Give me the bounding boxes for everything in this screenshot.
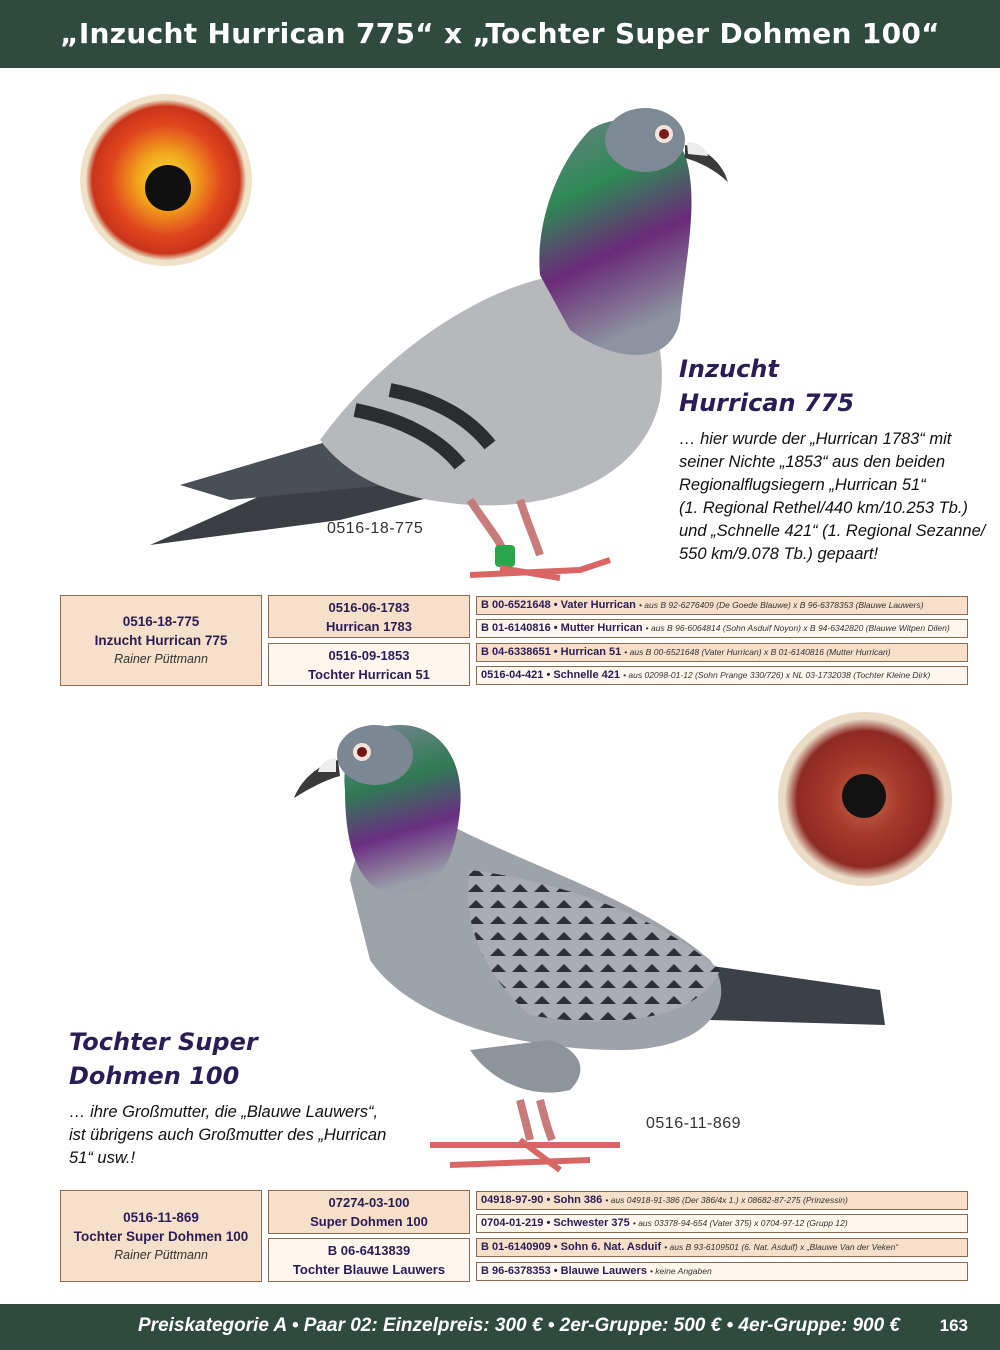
pedigree-1-grandparent-row [476, 596, 968, 615]
pedigree-2-grandparent-row [476, 1191, 968, 1210]
pigeon-1-description-line: seiner Nichte „1853“ aus den beiden [679, 453, 946, 471]
pedigree-1-sire-ring: 0516-06-1783 [328, 599, 410, 615]
pedigree-2-grandparent-title: 04918-97-90 • Sohn 386 [481, 1194, 603, 1206]
pigeon-1-description-line: … hier wurde der „Hurrican 1783“ mit [679, 430, 952, 448]
page-header-title: „Inzucht Hurrican 775“ x „Tochter Super Dohmen 100“ [0, 0, 1000, 68]
pedigree-2-grandparent-title: 0704-01-219 • Schwester 375 [481, 1217, 630, 1229]
pigeon-2-heading [69, 1025, 369, 1093]
pedigree-2-grandparent-title: B 96-6378353 • Blauwe Lauwers [481, 1265, 647, 1277]
pedigree-2-sire-cell [268, 1190, 470, 1234]
pigeon-1-description [679, 428, 989, 566]
pedigree-1-grandparent-title: 0516-04-421 • Schnelle 421 [481, 669, 620, 681]
pedigree-1-grandparent-title: B 00-6521648 • Vater Hurrican [481, 599, 636, 611]
pedigree-1-grandparent-detail: • aus 02098-01-12 (Sohn Prange 330/726) x NL 03-1732038 (Tochter Kleine Dirk) [623, 670, 931, 680]
pedigree-2-dam-ring: B 06-6413839 [327, 1243, 411, 1258]
pigeon-1-photo [140, 100, 740, 590]
pedigree-2-grandparent-detail: • aus B 93-6109501 (6. Nat. Asduif) x „Blauwe Van der Veken“ [664, 1242, 899, 1252]
pedigree-2-main-name: Tochter Super Dohmen 100 [73, 1228, 249, 1244]
pigeon-1-heading-line2: Hurrican 775 [679, 389, 855, 417]
pedigree-2-dam-cell [268, 1238, 470, 1282]
pedigree-1-main-name: Inzucht Hurrican 775 [94, 633, 228, 648]
pedigree-1-sire-cell [268, 595, 470, 638]
pedigree-2-grandparent-row [476, 1238, 968, 1257]
pedigree-2-breeder: Rainer Püttmann [114, 1247, 208, 1262]
pedigree-2-main-cell [60, 1190, 262, 1282]
pedigree-2-sire-name: Super Dohmen 100 [310, 1214, 428, 1229]
pedigree-2-grandparent-title: B 01-6140909 • Sohn 6. Nat. Asduif [481, 1241, 662, 1253]
pigeon-1-description-line: und „Schnelle 421“ (1. Regional Sezanne/ [679, 522, 986, 540]
pedigree-1-grandparent-row [476, 643, 968, 662]
pigeon-2-heading-line1: Tochter Super [69, 1028, 258, 1056]
pigeon-1-description-line: 550 km/9.078 Tb.) gepaart! [679, 545, 879, 563]
pigeon-2-description [69, 1101, 389, 1170]
page-number: 163 [939, 1316, 968, 1335]
pedigree-1-grandparent-title: B 04-6338651 • Hurrican 51 [481, 646, 622, 658]
pigeon-1-description-line: (1. Regional Rethel/440 km/10.253 Tb.) [679, 499, 968, 517]
pedigree-1-dam-name: Tochter Hurrican 51 [308, 666, 430, 682]
pedigree-2-grandparent-detail: • aus 03378-94-654 (Vater 375) x 0704-97-12 (Grupp 12) [632, 1218, 848, 1228]
pedigree-1-grandparent-detail: • aus B 92-6276409 (De Goede Blauwe) x B 96-6378353 (Blauwe Lauwers) [638, 600, 924, 610]
pedigree-1-main-ring: 0516-18-775 [122, 614, 200, 629]
pigeon-1-description-line: Regionalflugsiegern „Hurrican 51“ [679, 476, 926, 494]
pigeon-2-description-line: … ihre Großmutter, die „Blauwe Lauwers“, [69, 1103, 379, 1121]
pedigree-1-grandparent-detail: • aus B 96-6064814 (Sohn Asduif Noyon) x B 94-6342820 (Blauwe Witpen Dilen) [645, 623, 950, 633]
page-footer [0, 1304, 1000, 1350]
pedigree-2-grandparent-detail: • aus 04918-91-386 (Der 386/4x 1.) x 08682-87-275 (Prinzessin) [605, 1195, 848, 1205]
pedigree-1-grandparent-row [476, 619, 968, 638]
pedigree-1-dam-ring: 0516-09-1853 [328, 647, 410, 663]
pedigree-1-breeder: Rainer Püttmann [114, 652, 208, 666]
pedigree-1-grandparent-row [476, 666, 968, 685]
pedigree-2-grandparent-row [476, 1262, 968, 1281]
pedigree-1-grandparent-title: B 01-6140816 • Mutter Hurrican [481, 622, 643, 634]
pedigree-1-main-cell [60, 595, 262, 686]
pedigree-1-sire-name: Hurrican 1783 [326, 618, 412, 634]
pigeon-1-ring-label: 0516-18-775 [327, 520, 424, 537]
pedigree-1-dam-cell [268, 643, 470, 686]
pedigree-1-grandparent-detail: • aus B 00-6521648 (Vater Hurrican) x B 01-6140816 (Mutter Hurrican) [624, 647, 891, 657]
pigeon-2-heading-line2: Dohmen 100 [69, 1062, 240, 1090]
pedigree-2-grandparent-row [476, 1214, 968, 1233]
pedigree-2-grandparent-detail: • keine Angaben [649, 1266, 712, 1276]
pigeon-2-description-line: ist übrigens auch Großmutter des „Hurrican [69, 1126, 387, 1144]
pedigree-2-sire-ring: 07274-03-100 [328, 1195, 410, 1210]
pedigree-2-dam-name: Tochter Blauwe Lauwers [292, 1262, 446, 1277]
pigeon-1-heading-line1: Inzucht [679, 355, 779, 383]
pedigree-2-main-ring: 0516-11-869 [123, 1209, 199, 1225]
pigeon-1-heading [679, 352, 979, 420]
pigeon-2-ring-label: 0516-11-869 [646, 1115, 742, 1132]
price-category-text: Preiskategorie A • Paar 02: Einzelpreis: 300 € • 2er-Gruppe: 500 € • 4er-Gruppe: 900 € [138, 1315, 900, 1336]
pigeon-2-description-line: 51“ usw.! [69, 1149, 136, 1167]
